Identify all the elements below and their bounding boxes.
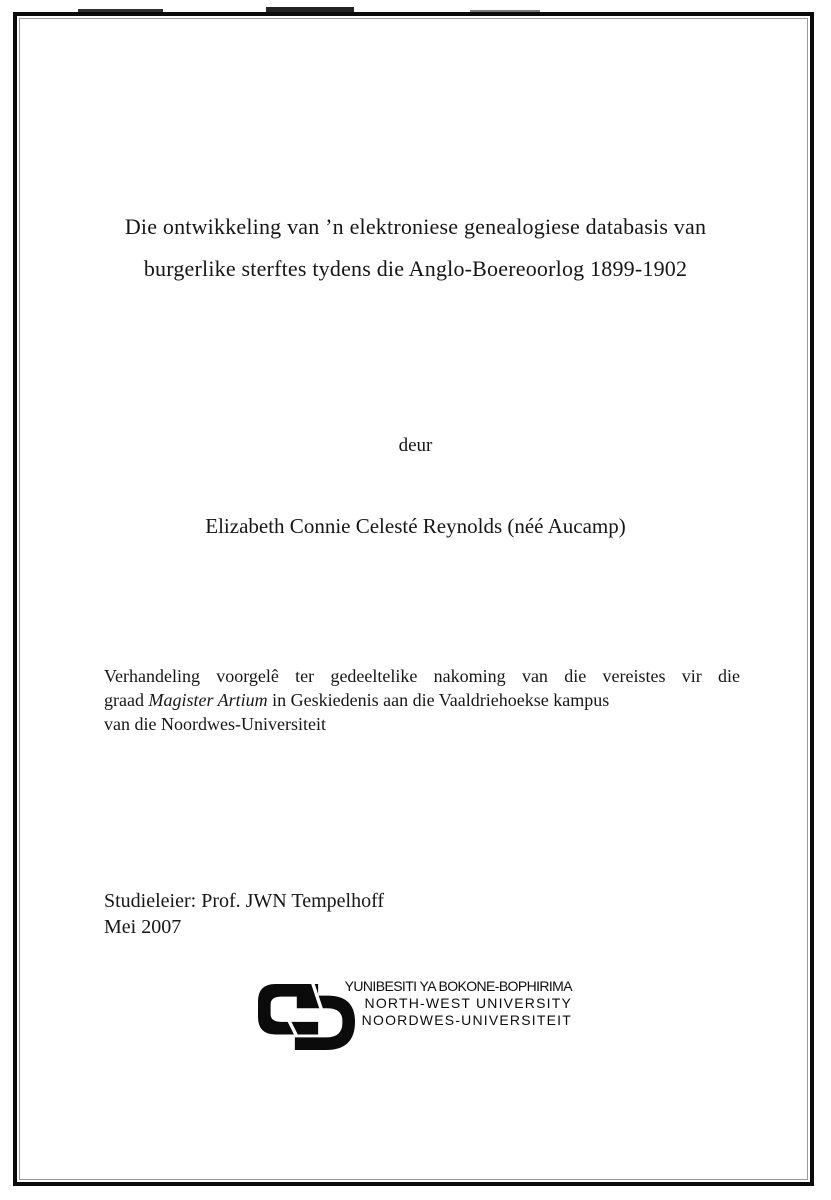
scan-artifact: [266, 7, 354, 14]
university-name-english: NORTH-WEST UNIVERSITY: [364, 995, 572, 1011]
thesis-title-line1: Die ontwikkeling van ’n elektroniese genealogiese databasis van: [124, 214, 707, 239]
byline-label: deur: [398, 435, 433, 456]
date-line: Mei 2007: [104, 916, 182, 938]
university-name-afrikaans: NOORDWES-UNIVERSITEIT: [361, 1012, 572, 1028]
supervisor-block: [104, 888, 384, 940]
degree-name: Magister Artium: [148, 690, 268, 710]
supervisor-line: Studieleier: Prof. JWN Tempelhoff: [104, 890, 385, 912]
university-wordmark: [260, 978, 572, 1029]
degree-statement: [104, 664, 740, 736]
degree-statement-line2-post: in Geskiedenis aan die Vaaldriehoekse kampus: [267, 690, 610, 710]
degree-statement-line3: van die Noordwes-Universiteit: [104, 714, 326, 734]
university-name-setswana: YUNIBESITI YA BOKONE-BOPHIRIMA: [344, 978, 572, 994]
author-name: Elizabeth Connie Celesté Reynolds (néé Aucamp): [205, 514, 626, 538]
degree-statement-line2: [104, 688, 740, 712]
degree-statement-line2-pre: graad: [104, 690, 149, 710]
scan-artifact: [470, 10, 540, 14]
scan-artifact: [78, 9, 163, 14]
thesis-title: [0, 206, 831, 290]
degree-statement-line1: Verhandeling voorgelê ter gedeeltelike nakoming van die vereistes vir die: [104, 666, 740, 686]
thesis-title-line2: burgerlike sterftes tydens die Anglo-Boereoorlog 1899-1902: [143, 256, 688, 281]
